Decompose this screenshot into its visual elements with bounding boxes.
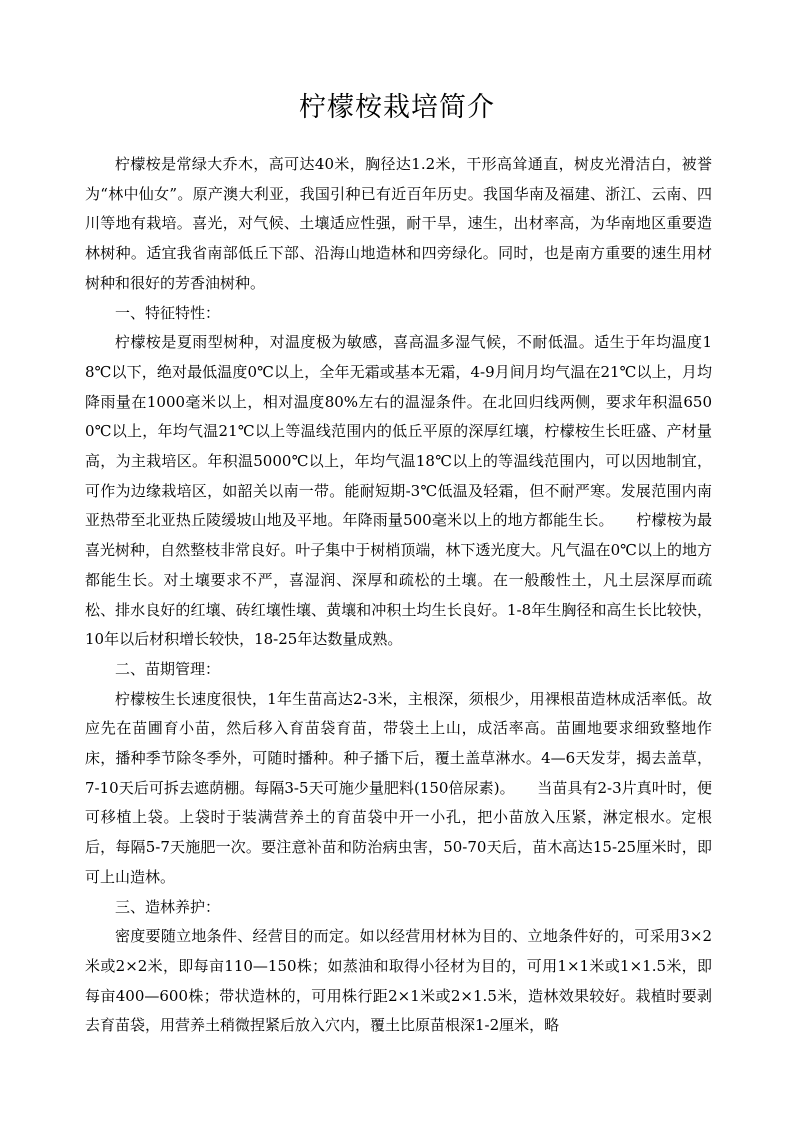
section-heading-seedling: 二、苗期管理： <box>115 659 221 678</box>
features-paragraph: 柠檬桉是夏雨型树种，对温度极为敏感，喜高温多湿气候，不耐低温。适生于年均温度18℃以下，绝对最低温度0℃以上，全年无霜或基本无霜，4-9月间月均气温在21℃以上，月均降雨量在1000毫米以上，相对温度80%左右的温湿条件。在北回归线两侧，要求年积温6500℃以上，年均气温21℃以上等温线范围内的低丘平原的深厚红壤，柠檬桉生长旺盛、产材量高，为主栽培区。年积温5000℃以上，年均气温18℃以上的等温线范围内，可以因地制宜，可作为边缘栽培区，如韶关以南一带。能耐短期-3℃低温及轻霜，但不耐严寒。发展范围内南亚热带至北亚热丘陵缓坡山地及平地。年降雨量500毫米以上的地方都能生长。 柠檬桉为最喜光树种，自然整枝非常良好。叶子集中于树梢顶端，林下透光度大。凡气温在0℃以上的地方都能生长。对土壤要求不严，喜湿润、深厚和疏松的土壤。在一般酸性土，凡土层深厚而疏松、排水良好的红壤、砖红壤性壤、黄壤和冲积土均生长良好。1-8年生胸径和高生长比较快，10年以后材积增长较快，18-25年达数量成熟。 <box>85 333 712 649</box>
seedling-paragraph: 柠檬桉生长速度很快，1年生苗高达2-3米，主根深，须根少，用裸根苗造林成活率低。故应先在苗圃育小苗，然后移入育苗袋育苗，带袋土上山，成活率高。苗圃地要求细致整地作床，播种季节除冬季外，可随时播种。种子播下后，覆土盖草淋水。4—6天发芽，揭去盖草，7-10天后可拆去遮荫棚。每隔3-5天可施少量肥料(150倍尿素)。 当苗具有2-3片真叶时，便可移植上袋。上袋时于装满营养土的育苗袋中开一小孔，把小苗放入压紧，淋定根水。定根后，每隔5-7天施肥一次。要注意补苗和防治病虫害，50-70天后，苗木高达15-25厘米时，即可上山造林。 <box>85 689 712 886</box>
document-title: 柠檬桉栽培简介 <box>299 92 495 123</box>
section-heading-planting: 三、造林养护： <box>115 897 221 916</box>
document-body <box>85 150 712 1041</box>
planting-paragraph: 密度要随立地条件、经营目的而定。如以经营用材林为目的、立地条件好的，可采用3×2米或2×2米，即每亩110—150株；如蒸油和取得小径材为目的，可用1×1米或1×1.5米，即每亩400—600株；带状造林的，可用株行距2×1米或2×1.5米，造林效果较好。栽植时要剥去育苗袋，用营养土稍微捏紧后放入穴内，覆土比原苗根深1-2厘米，略 <box>85 927 712 1035</box>
intro-paragraph: 柠檬桉是常绿大乔木，高可达40米，胸径达1.2米，干形高耸通直，树皮光滑洁白，被誉为“林中仙女”。原产澳大利亚，我国引种已有近百年历史。我国华南及福建、浙江、云南、四川等地有栽培。喜光，对气候、土壤适应性强，耐干旱，速生，出材率高，为华南地区重要造林树种。适宜我省南部低丘下部、沿海山地造林和四旁绿化。同时，也是南方重要的速生用材树种和很好的芳香油树种。 <box>85 155 712 292</box>
section-heading-features: 一、特征特性： <box>115 303 221 322</box>
